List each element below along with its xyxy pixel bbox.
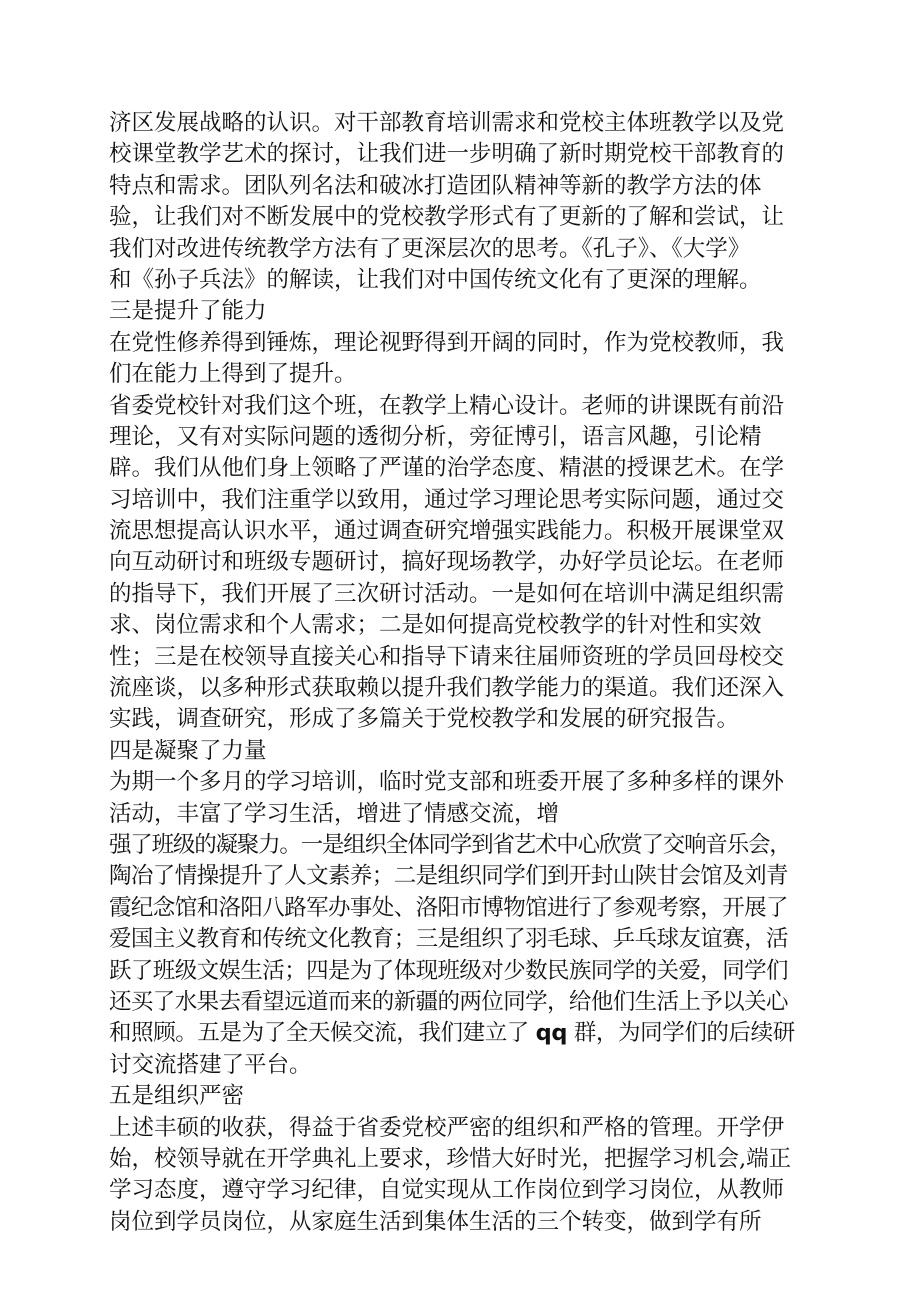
document-body [109, 108, 829, 1238]
text-line: 性；三是在校领导直接关心和指导下请来往届师资班的学员回母校交 [109, 643, 785, 670]
section-heading-3: 三是提升了能力 [109, 298, 267, 325]
text-line: 始，校领导就在开学典礼上要求，珍惜大好时光，把握学习机会,端正 [109, 1145, 792, 1172]
text-line: 特点和需求。团队列名法和破冰打造团队精神等新的教学方法的体 [109, 172, 762, 199]
text-line: 还买了水果去看望远道而来的新疆的两位同学，给他们生活上予以关心 [109, 988, 788, 1015]
text-line: 向互动研讨和班级专题研讨，搞好现场教学，办好学员论坛。在老师 [109, 549, 785, 576]
text-line: 的指导下，我们开展了三次研讨活动。一是如何在培训中满足组织需 [109, 580, 785, 607]
text-line: 爱国主义教育和传统文化教育；三是组织了羽毛球、乒乓球友谊赛，活 [109, 926, 788, 953]
text-line: 理论，又有对实际问题的透彻分析，旁征博引，语言风趣，引论精 [109, 423, 762, 450]
text-line: 省委党校针对我们这个班，在教学上精心设计。老师的讲课既有前沿 [109, 392, 785, 419]
text-line: 流座谈，以多种形式获取赖以提升我们教学能力的渠道。我们还深入 [109, 675, 785, 702]
text-line: 和《孙子兵法》的解读，让我们对中国传统文化有了更深的理解。 [109, 266, 762, 293]
text-line: 在党性修养得到锤炼，理论视野得到开阔的同时，作为党校教师，我 [109, 329, 785, 356]
text-line: 强了班级的凝聚力。一是组织全体同学到省艺术中心欣赏了交响音乐会， [109, 831, 791, 858]
text-line: 辟。我们从他们身上领略了严谨的治学态度、精湛的授课艺术。在学 [109, 455, 785, 482]
qq-line-after: 群，为同学们的后续研 [567, 1020, 795, 1047]
text-line: 上述丰硕的收获，得益于省委党校严密的组织和严格的管理。开学伊 [109, 1114, 785, 1141]
text-line: 验，让我们对不断发展中的党校教学形式有了更新的了解和尝试，让 [109, 204, 785, 231]
text-line: 岗位到学员岗位，从家庭生活到集体生活的三个转变，做到学有所 [109, 1208, 762, 1235]
text-line: 实践，调查研究，形成了多篇关于党校教学和发展的研究报告。 [109, 706, 740, 733]
section-heading-5: 五是组织严密 [109, 1083, 245, 1110]
text-line-with-qq [109, 1018, 829, 1049]
text-line: 求、岗位需求和个人需求；二是如何提高党校教学的针对性和实效 [109, 612, 762, 639]
text-line: 陶冶了情操提升了人文素养；二是组织同学们到开封山陕甘会馆及刘青 [109, 863, 788, 890]
text-line: 流思想提高认识水平，通过调查研究增强实践能力。积极开展课堂双 [109, 518, 785, 545]
text-line: 们在能力上得到了提升。 [109, 361, 357, 388]
qq-token: qq [535, 1020, 568, 1047]
text-line: 讨交流搭建了平台。 [109, 1051, 312, 1078]
qq-line-before: 和照顾。五是为了全天候交流，我们建立了 [109, 1020, 536, 1047]
text-line: 习培训中，我们注重学以致用，通过学习理论思考实际问题，通过交 [109, 486, 785, 513]
section-heading-4: 四是凝聚了力量 [109, 737, 267, 764]
text-line: 为期一个多月的学习培训，临时党支部和班委开展了多种多样的课外 [109, 769, 785, 796]
text-line: 霞纪念馆和洛阳八路军办事处、洛阳市博物馆进行了参观考察，开展了 [109, 894, 788, 921]
text-line: 校课堂教学艺术的探讨，让我们进一步明确了新时期党校干部教育的 [109, 141, 785, 168]
text-line: 济区发展战略的认识。对干部教育培训需求和党校主体班教学以及党 [109, 110, 785, 136]
text-line: 学习态度，遵守学习纪律，自觉实现从工作岗位到学习岗位，从教师 [109, 1177, 785, 1204]
text-line: 跃了班级文娱生活；四是为了体现班级对少数民族同学的关爱，同学们 [109, 957, 788, 984]
text-line: 我们对改进传统教学方法有了更深层次的思考。《孔子》、《大学》 [109, 235, 751, 262]
text-line: 活动，丰富了学习生活，增进了情感交流，增 [109, 800, 560, 827]
